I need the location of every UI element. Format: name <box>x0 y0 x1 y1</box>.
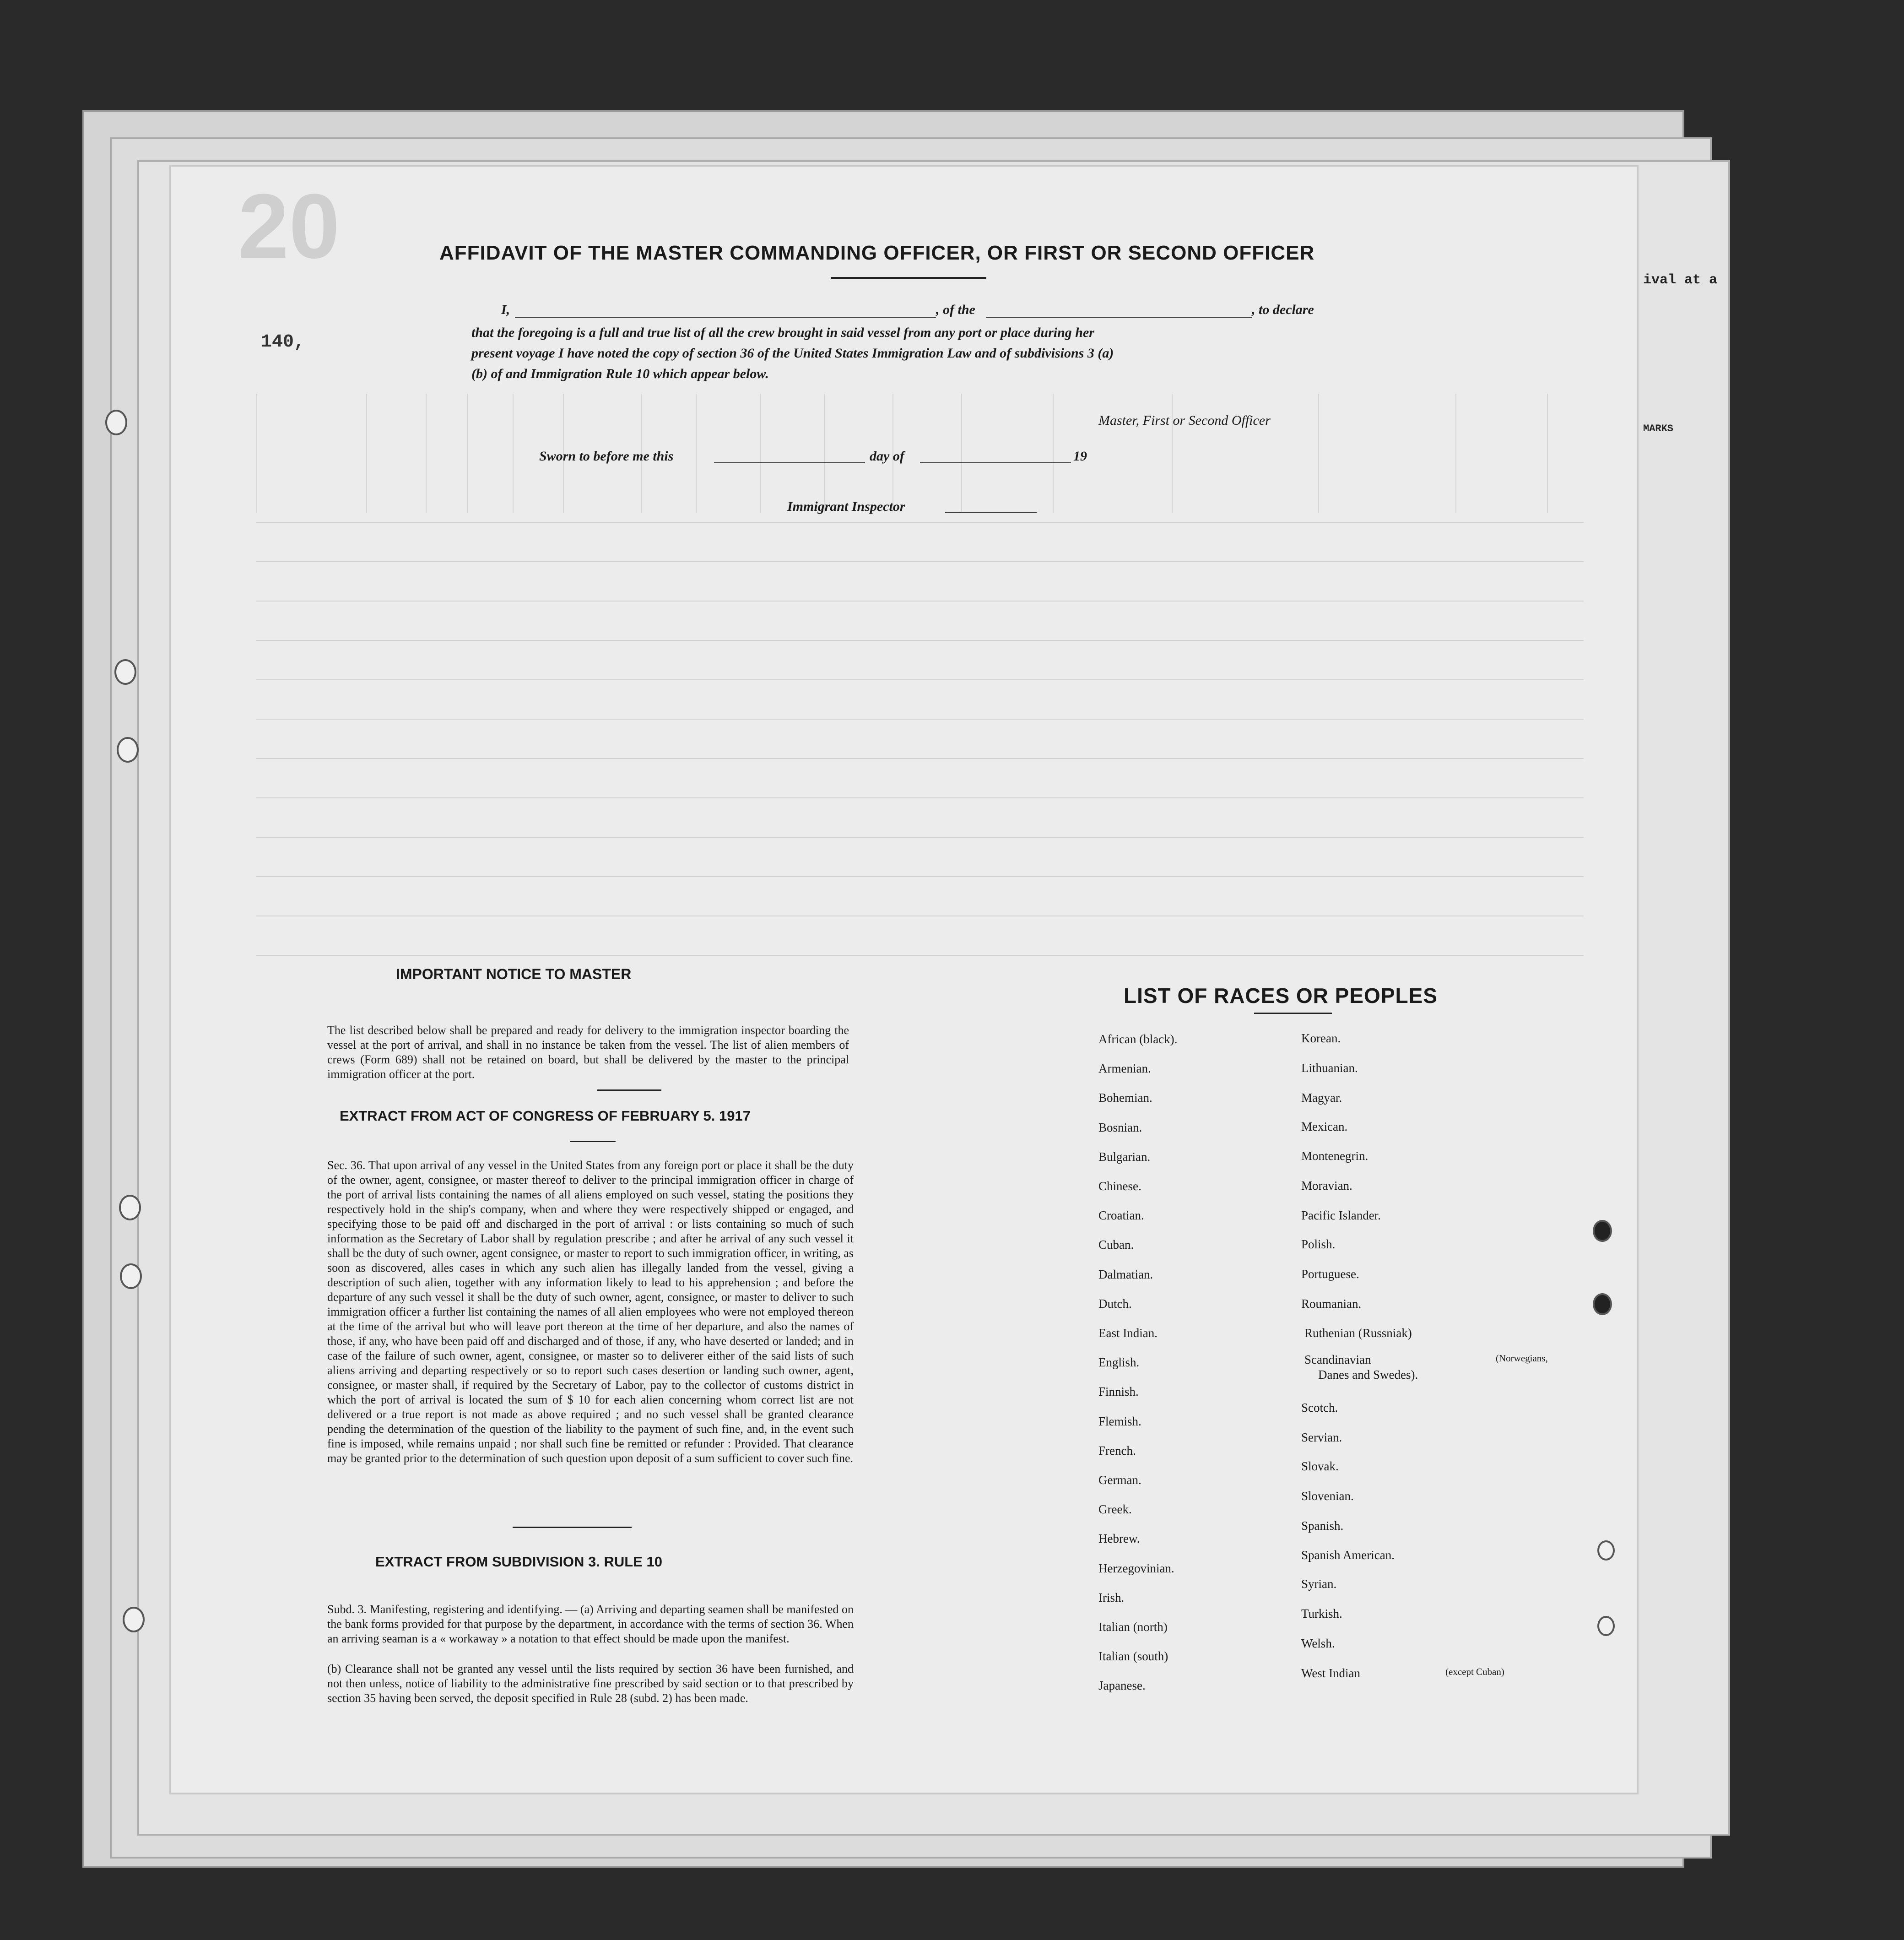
margin-marks-text: MARKS <box>1643 423 1674 434</box>
punch-hole <box>119 1195 141 1220</box>
race-item: Welsh. <box>1301 1637 1335 1650</box>
affidavit-of-the-label: , of the <box>936 302 975 317</box>
ghost-grid-line <box>256 522 1584 523</box>
extract-act-title: EXTRACT FROM ACT OF CONGRESS OF FEBRUARY 5. 1917 <box>340 1108 751 1124</box>
punch-hole <box>1593 1220 1612 1242</box>
divider <box>513 1527 632 1528</box>
ghost-grid-line <box>1547 394 1548 513</box>
inspector-blank <box>945 512 1037 513</box>
notice-title: IMPORTANT NOTICE TO MASTER <box>396 966 632 982</box>
race-item: Armenian. <box>1098 1062 1151 1076</box>
race-item: African (black). <box>1098 1032 1178 1046</box>
race-item: Ruthenian (Russniak) <box>1304 1326 1412 1340</box>
margin-ival-text: ival at a <box>1643 272 1718 288</box>
affidavit-title: AFFIDAVIT OF THE MASTER COMMANDING OFFICER, OR FIRST OR SECOND OFFICER <box>439 242 1315 264</box>
affidavit-line-3: (b) of and Immigration Rule 10 which appear below. <box>471 366 769 381</box>
race-item: East Indian. <box>1098 1326 1158 1340</box>
ghost-grid-line <box>824 394 825 513</box>
punch-hole <box>120 1263 142 1289</box>
punch-hole <box>1593 1293 1612 1315</box>
divider <box>597 1089 661 1091</box>
ghost-grid-line <box>256 561 1584 562</box>
punch-hole <box>114 659 136 685</box>
race-item: Japanese. <box>1098 1679 1146 1693</box>
ghost-grid-line <box>256 601 1584 602</box>
extract-rule-title: EXTRACT FROM SUBDIVISION 3. RULE 10 <box>375 1554 662 1570</box>
extract-rule-text-b: (b) Clearance shall not be granted any vessel until the lists required by section 36 have been furnished, and not then unless, notice of liability to the administrative fine prescribed by said section or to that prescribed by section 35 having been served, the deposit specified in Rule 28 (subd. 2) has been made. <box>327 1662 854 1705</box>
race-item: Portuguese. <box>1301 1267 1359 1281</box>
race-item: Slovenian. <box>1301 1489 1354 1503</box>
race-item: Irish. <box>1098 1590 1125 1604</box>
race-item: Slovak. <box>1301 1459 1339 1473</box>
race-item: Bulgarian. <box>1098 1149 1151 1164</box>
race-item: Croatian. <box>1098 1208 1144 1223</box>
race-item: Montenegrin. <box>1301 1149 1368 1163</box>
race-item: Chinese. <box>1098 1179 1141 1193</box>
punch-hole <box>123 1607 145 1632</box>
race-item: Moravian. <box>1301 1179 1352 1192</box>
punch-hole <box>117 737 139 763</box>
race-item: Servian. <box>1301 1431 1342 1444</box>
punch-hole <box>105 410 127 435</box>
divider <box>1254 1013 1332 1014</box>
race-item: Bosnian. <box>1098 1120 1142 1134</box>
race-item: Flemish. <box>1098 1414 1141 1428</box>
race-item: Dutch. <box>1098 1296 1132 1311</box>
ghost-grid-line <box>1318 394 1319 513</box>
extract-act-text: Sec. 36. That upon arrival of any vessel in the United States from any foreign port or place it shall be the duty of the owner, agent, consignee, or master thereof to deliver to the principal immigration officer in charge of the port of arrival lists containing the names of all aliens employed on such vessel, stating the positions they respectively hold in the ship's company, when and where they were respectively shipped or engaged, and specifying those to be paid off and discharged in the port of arrival : or lists containing so much of such information as the Secretary of Labor shall by regulation prescribe ; and after he arrival of any such vessel it shall be the duty of such owner, agent consignee, or master to report to such immigration officer, in writing, as soon as discovered, alles cases in which any such alien has illegally landed from the vessel, giving a description of such alien, together with any information likely to lead to his apprehension ; and before the departure of any such vessel it shall be the duty of such owner, agent, consignee, or master to deliver to such immigration officer a further list containing the names of all alien employees who were not employed thereon at the time of the arrival but who will leave port thereon at the time of her departure, and also the names of those, if any, who have been paid off and discharged and of those, if any, who have deserted or landed; and in case of the failure of such owner, agent, consignee, or master so to deliverer either of the said lists of such aliens arriving and departing respectively or so to report such cases desertion or landing such owner, agent, consignee, or master shall, if required by the Secretary of Labor, pay to the collector of customs district in which the port of arrival is located the sum of $ 10 for each alien concerning whom correct list are not delivered or a true report is not made as above required ; and no such vessel shall be granted clearance pending the determination of the question of the liability to the payment of such fine, and, in the event such fine is imposed, while remains unpaid ; nor shall such fine be remitted or refunder : Provided. That clearance may be granted prior to the determination of such question upon deposit of a sum sufficient to cover such fine. <box>327 1159 854 1465</box>
race-item: Italian (south) <box>1098 1649 1168 1664</box>
race-item: Turkish. <box>1301 1607 1342 1620</box>
punch-hole <box>1597 1616 1615 1636</box>
divider <box>831 277 986 279</box>
race-item: Greek. <box>1098 1502 1132 1517</box>
month-blank <box>920 462 1071 463</box>
master-signature-label: Master, First or Second Officer <box>1098 413 1271 428</box>
ghost-grid-line <box>256 876 1584 877</box>
race-item: Polish. <box>1301 1237 1336 1251</box>
race-item: Spanish. <box>1301 1519 1344 1533</box>
race-item: German. <box>1098 1473 1141 1487</box>
race-item: Cuban. <box>1098 1238 1134 1252</box>
race-item: English. <box>1098 1355 1140 1370</box>
race-item: Magyar. <box>1301 1091 1342 1105</box>
ghost-grid-line <box>256 758 1584 759</box>
race-item: Scotch. <box>1301 1401 1338 1414</box>
ghost-grid-line <box>256 640 1584 641</box>
race-item: West Indian <box>1301 1666 1361 1680</box>
ghost-grid-line <box>256 679 1584 680</box>
ghost-grid-line <box>467 394 468 513</box>
day-of-label: day of <box>870 449 904 464</box>
ghost-grid-line <box>256 394 257 513</box>
ghost-grid-line <box>1455 394 1456 513</box>
ghost-grid-line <box>256 955 1584 956</box>
race-item: Dalmatian. <box>1098 1267 1153 1281</box>
sheet-number: 140, <box>261 332 305 352</box>
race-item: Roumanian. <box>1301 1297 1362 1311</box>
race-item: Lithuanian. <box>1301 1061 1358 1075</box>
race-item: Bohemian. <box>1098 1091 1152 1105</box>
notice-text: The list described below shall be prepared and ready for delivery to the immigration inspector boarding the vessel at the port of arrival, and shall in no instance be taken from the vessel. The list of alien members of crews (Form 689) shall not be retained on board, but shall be delivered by the master to the principal immigration officer at the port. <box>327 1024 849 1081</box>
name-blank <box>515 317 936 318</box>
ghost-grid-line <box>1172 394 1173 513</box>
ghost-grid-line <box>961 394 962 513</box>
race-item: French. <box>1098 1443 1136 1458</box>
affidavit-declare-label: , to declare <box>1252 302 1314 317</box>
ghost-grid-line <box>256 837 1584 838</box>
race-item: Korean. <box>1301 1031 1341 1045</box>
divider <box>570 1141 616 1142</box>
ghost-grid-line <box>760 394 761 513</box>
affidavit-line-2: present voyage I have noted the copy of section 36 of the United States Immigration Law and of subdivisions 3 (a) <box>471 346 1114 361</box>
ghost-grid-line <box>1053 394 1054 513</box>
race-item: Scandinavian <box>1304 1353 1371 1366</box>
west-indian-note: (except Cuban) <box>1445 1666 1504 1677</box>
ghost-grid-line <box>366 394 367 513</box>
race-item: Hebrew. <box>1098 1532 1140 1546</box>
ghost-grid-line <box>256 719 1584 720</box>
inspector-label: Immigrant Inspector <box>787 499 905 514</box>
sworn-label: Sworn to before me this <box>539 449 674 464</box>
ghost-grid-line <box>256 797 1584 798</box>
races-title: LIST OF RACES OR PEOPLES <box>1124 984 1438 1008</box>
year-label: 19 <box>1073 449 1087 464</box>
race-item: Finnish. <box>1098 1385 1139 1399</box>
punch-hole <box>1597 1540 1615 1561</box>
ghost-grid-line <box>426 394 427 513</box>
ghost-grid-line <box>696 394 697 513</box>
scandinavian-note-2: Danes and Swedes). <box>1318 1368 1418 1382</box>
race-item: Spanish American. <box>1301 1548 1395 1562</box>
race-item: Pacific Islander. <box>1301 1208 1381 1222</box>
race-item: Mexican. <box>1301 1120 1348 1133</box>
scandinavian-note: (Norwegians, <box>1496 1353 1548 1364</box>
race-item: Herzegovinian. <box>1098 1561 1174 1575</box>
race-item: Syrian. <box>1301 1577 1337 1591</box>
extract-rule-text-a: Subd. 3. Manifesting, registering and identifying. — (a) Arriving and departing seamen shall be manifested on the bank forms provided for that purpose by the department, in accordance with the terms of section 36. When an arriving seaman is a « workaway » a notation to that effect should be made upon the manifest. <box>327 1603 854 1645</box>
vessel-blank <box>986 317 1252 318</box>
race-item: Italian (north) <box>1098 1620 1168 1634</box>
affidavit-i-label: I, <box>501 302 510 317</box>
sworn-day-blank <box>714 462 865 463</box>
page-number-ghost: 20 <box>238 175 340 277</box>
affidavit-line-1: that the foregoing is a full and true list of all the crew brought in said vessel from any port or place during her <box>471 325 1094 340</box>
ghost-grid-line <box>513 394 514 513</box>
affidavit-sheet <box>169 165 1639 1794</box>
